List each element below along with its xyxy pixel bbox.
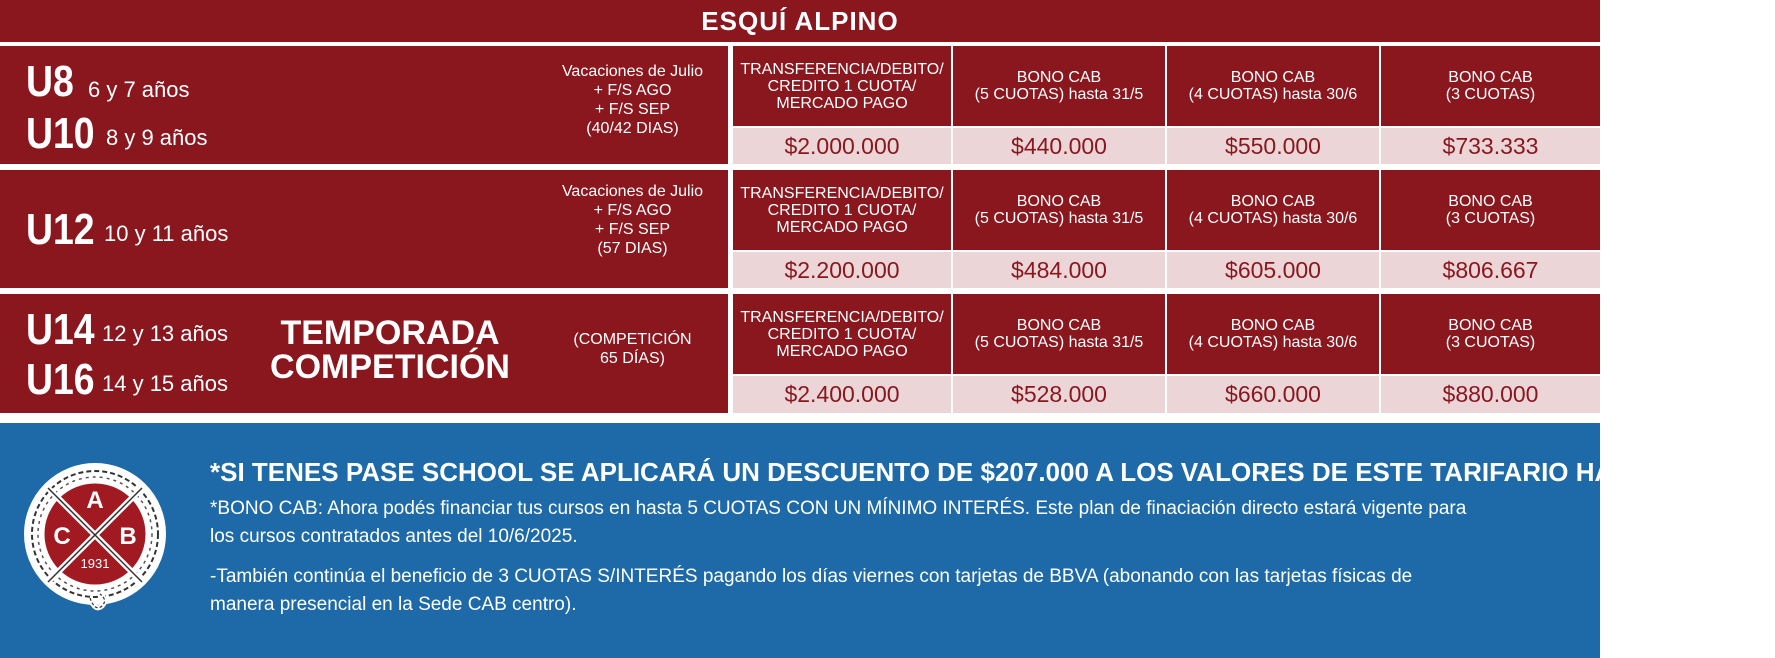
duration-text: Vacaciones de Julio + F/S AGO + F/S SEP (40/42 DIAS) — [561, 63, 704, 137]
price-transfer: $2.000.000 — [733, 128, 951, 164]
age-range: 10 y 11 años — [104, 221, 229, 246]
payment-header-bono-4: BONO CAB (4 CUOTAS) hasta 30/6 — [1167, 170, 1379, 250]
payment-header-transfer: TRANSFERENCIA/DEBITO/ CREDITO 1 CUOTA/ MERCADO PAGO — [733, 170, 951, 250]
club-logo-icon — [20, 456, 170, 616]
price-bono-4: $660.000 — [1167, 376, 1379, 413]
duration-text: Vacaciones de Julio + F/S AGO + F/S SEP (57 DIAS) — [561, 183, 704, 257]
payment-header-bono-3: BONO CAB (3 CUOTAS) — [1381, 170, 1600, 250]
payment-header-bono-3: BONO CAB (3 CUOTAS) — [1381, 46, 1600, 126]
info-text: los cursos contratados antes del 10/6/2025. — [210, 526, 578, 547]
group-u14-u16 — [0, 294, 1600, 413]
info-text: manera presencial en la Sede CAB centro). — [210, 594, 577, 615]
payment-header-bono-4: BONO CAB (4 CUOTAS) hasta 30/6 — [1167, 46, 1379, 126]
group-info-panel — [0, 294, 728, 413]
price-bono-4: $550.000 — [1167, 128, 1379, 164]
price-bono-5: $528.000 — [953, 376, 1165, 413]
price-bono-5: $440.000 — [953, 128, 1165, 164]
price-bono-3: $806.667 — [1381, 252, 1600, 288]
payment-header-bono-5: BONO CAB (5 CUOTAS) hasta 31/5 — [953, 46, 1165, 126]
price-bono-5: $484.000 — [953, 252, 1165, 288]
discount-headline: *SI TENES PASE SCHOOL SE APLICARÁ UN DESCUENTO DE $207.000 A LOS VALORES DE ESTE TARIFARIO HASTA EL 10/06 — [210, 457, 1775, 487]
price-transfer: $2.200.000 — [733, 252, 951, 288]
payment-header-bono-5: BONO CAB (5 CUOTAS) hasta 31/5 — [953, 294, 1165, 374]
payment-header-bono-5: BONO CAB (5 CUOTAS) hasta 31/5 — [953, 170, 1165, 250]
group-info-panel — [0, 46, 728, 164]
logo-letter: A — [86, 487, 104, 514]
payment-header-transfer: TRANSFERENCIA/DEBITO/ CREDITO 1 CUOTA/ MERCADO PAGO — [733, 46, 951, 126]
age-range: 12 y 13 años — [102, 321, 228, 346]
age-code: U10 — [26, 109, 95, 158]
info-panel — [0, 423, 1775, 658]
price-transfer: $2.400.000 — [733, 376, 951, 413]
payment-header-bono-4: BONO CAB (4 CUOTAS) hasta 30/6 — [1167, 294, 1379, 374]
age-range: 14 y 15 años — [102, 371, 228, 396]
payment-header-transfer: TRANSFERENCIA/DEBITO/ CREDITO 1 CUOTA/ MERCADO PAGO — [733, 294, 951, 374]
age-code: U16 — [26, 355, 95, 404]
age-code: U14 — [26, 305, 95, 354]
season-label: TEMPORADA COMPETICIÓN — [270, 314, 510, 386]
group-u8-u10 — [0, 46, 1600, 164]
price-bono-3: $880.000 — [1381, 376, 1600, 413]
age-range: 6 y 7 años — [88, 77, 190, 102]
payment-header-bono-3: BONO CAB (3 CUOTAS) — [1381, 294, 1600, 374]
info-text: -También continúa el beneficio de 3 CUOTAS S/INTERÉS pagando los días viernes con tarjetas de BBVA (abonando con las tarjetas físicas de — [210, 566, 1413, 587]
logo-letter: B — [119, 523, 137, 550]
age-code: U12 — [26, 205, 95, 254]
logo-year: 1931 — [80, 556, 110, 571]
info-text: *BONO CAB: Ahora podés financiar tus cursos en hasta 5 CUOTAS CON UN MÍNIMO INTERÉS. Este plan de finaciación directo estará vigente para — [210, 498, 1467, 519]
group-info-panel — [0, 170, 728, 288]
age-range: 8 y 9 años — [106, 125, 208, 150]
group-u12 — [0, 170, 1600, 288]
page-title: ESQUÍ ALPINO — [0, 0, 1600, 42]
duration-text: (COMPETICIÓN 65 DÍAS) — [573, 331, 692, 367]
age-code: U8 — [26, 57, 74, 106]
logo-letter: C — [53, 523, 71, 550]
price-bono-4: $605.000 — [1167, 252, 1379, 288]
price-bono-3: $733.333 — [1381, 128, 1600, 164]
